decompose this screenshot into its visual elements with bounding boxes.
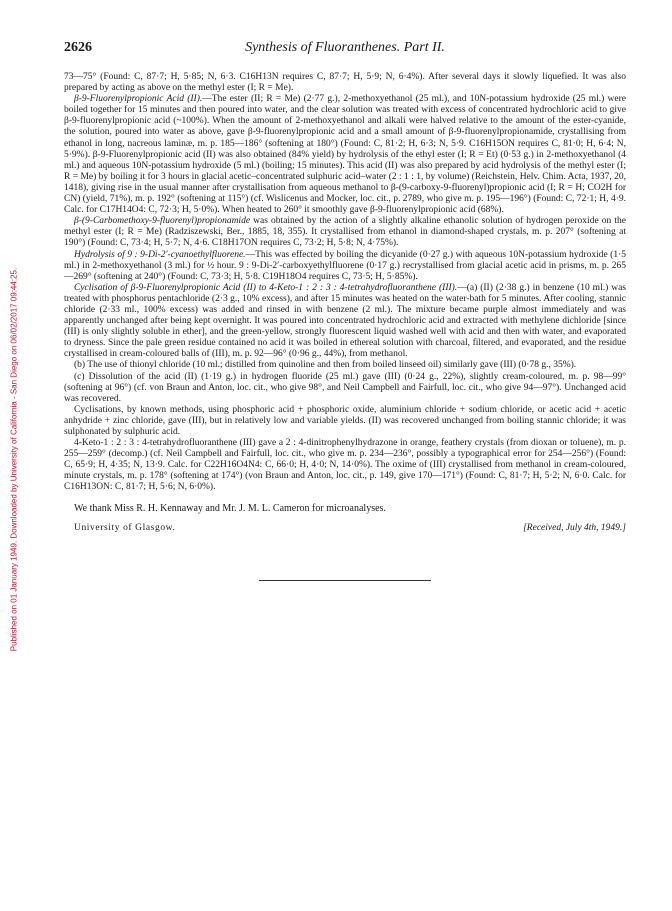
section-heading: Hydrolysis of 9 : 9-Di-2′-cyanoethylfluorene. [74, 249, 246, 260]
paragraph-continuation: 73—75° (Found: C, 87·7; H, 5·85; N, 6·3. C16H13N requires C, 87·7; H, 5·9; N, 6·4%). After several days it slowly liquefied. It was also prepared by acting as above on the methyl ester (I; R = Me). [64, 72, 626, 94]
end-rule [259, 580, 431, 581]
paragraph-fluorenylpropionic-acid [64, 94, 626, 216]
section-heading: Cyclisation of β-9-Fluorenylpropionic Acid (II) to 4-Keto-1 : 2 : 3 : 4-tetrahydrofluoranthene (III). [74, 282, 458, 293]
acknowledgements: We thank Miss R. H. Kennaway and Mr. J. M. L. Cameron for microanalyses. [74, 502, 386, 514]
running-title: Synthesis of Fluoranthenes. Part II. [245, 40, 445, 55]
paragraph-hydrolysis-dicyanide [64, 250, 626, 283]
paragraph-method-b: (b) The use of thionyl chloride (10 ml.; distilled from quinoline and then from boiled linseed oil) similarly gave (III) (0·78 g., 35%). [74, 360, 577, 371]
paper-page [64, 38, 626, 581]
paragraph-method-c: (c) Dissolution of the acid (II) (1·19 g.) in hydrogen fluoride (25 ml.) gave (III) (0·24 g., 22%), slightly cream-coloured, m. p. 98—99° (softening at 96°) (cf. von Braun and Anton, loc. cit., who give 98°, and Neil Campbell and Fairfull, loc. cit., who give 94—97°). Unchanged acid was recovered. [64, 371, 626, 404]
article-body [64, 72, 626, 494]
paragraph-text: —(a) (II) (2·38 g.) in benzene (10 ml.) was treated with phosphorus pentachloride (2·3 g., 10% excess), and after 15 minutes was heated on the water-bath for 5 minutes. After cooling, stannic chloride (2·33 ml., 100% excess) was added and rinsed in with benzene (2 ml.). The mixture became purple almost immediately and was apparently unchanged after being kept overnight. It was poured into concentrated hydrochloric acid and extracted with methylene dichloride [since (III) is only slightly soluble in ether], and the green-yellow, strongly fluorescent liquid washed well with acid and then with water, and evaporated to dryness. Since the pale green residue contained no acid it was boiled in ethereal solution with charcoal, filtered, and evaporated, and the residue crystallised in cream-coloured balls of (III), m. p. 92—96° (0·96 g., 44%), from methanol. [64, 282, 626, 360]
paragraph-carbomethoxy-propionamide [64, 216, 626, 249]
section-heading: β-9-Fluorenylpropionic Acid (II). [74, 94, 203, 105]
page-number: 2626 [64, 40, 92, 55]
paragraph-other-cyclisations: Cyclisations, by known methods, using phosphoric acid + phosphoric oxide, aluminium chloride + sodium chloride, or acetic acid + acetic anhydride + zinc chloride, gave (III), but in relatively low and variable yields. (II) was recovered unchanged from boiling stannic chloride; it was sulphonated by sulphuric acid. [64, 404, 626, 437]
paragraph-text: was obtained by the action of a slightly alkaline ethanolic solution of hydrogen peroxide on the methyl ester (I; R = Me) (Radziszewski, Ber., 1885, 18, 355). It crystallised from ethanol in diamond-shaped crystals, m. p. 207° (softening at 190°) (Found: C, 73·4; H, 5·7; N, 4·6. C18H17ON requires C, 73·2; H, 5·8; N, 4·75%). [64, 216, 626, 249]
footer-line [64, 523, 626, 536]
paragraph-derivatives: 4-Keto-1 : 2 : 3 : 4-tetrahydrofluoranthene (III) gave a 2 : 4-dinitrophenylhydrazone in orange, feathery crystals (from dioxan or toluene), m. p. 255—259° (decomp.) (cf. Neil Campbell and Fairfull, loc. cit., who give m. p. 234—236°, possibly a typographical error for 254—256°) (Found: C, 65·9; H, 4·35; N, 13·9. Calc. for C22H16O4N4: C, 66·0; H, 4·0; N, 14·0%). The oxime of (III) crystallised from methanol in cream-coloured, minute crystals, m. p. 178° (softening at 174°) (von Braun and Anton, loc. cit., p. 149, give 170—171°) (Found: C, 81·7; H, 5·2; N, 6·0. Calc. for C16H13ON: C, 81·7; H, 5·6; N, 6·0%). [64, 438, 626, 493]
affiliation: University of Glasgow. [74, 522, 176, 533]
download-watermark: Published on 01 January 1949. Downloaded by University of California - San Diego on 06/02/2017 09:44:25. [9, 267, 19, 652]
section-heading: β-(9-Carbomethoxy-9-fluorenyl)propionamide [74, 216, 251, 227]
page-header [64, 38, 626, 58]
paragraph-cyclisation [64, 283, 626, 361]
paragraph-text: —This was effected by boiling the dicyanide (0·27 g.) with aqueous 10N-potassium hydroxide (1·5 ml.) in 2-methoxyethanol (3 ml.) for ½ hour. 9 : 9-Di-2′-carboxyethylfluorene (0·17 g.) recrystallised from glacial acetic acid in prisms, m. p. 265—269° (softening at 240°) (Found: C, 73·3; H, 5·8. C19H18O4 requires C, 73·5; H, 5·85%). [64, 249, 627, 282]
received-date: [Received, July 4th, 1949.] [523, 522, 626, 533]
paragraph-text: —The ester (II; R = Me) (2·77 g.), 2-methoxyethanol (25 ml.), and 10N-potassium hydroxide (25 ml.) were boiled together for 15 minutes and then poured into water, and the clear solution was treated with excess of concentrated hydrochloric acid to give β-9-fluorenylpropionic acid (~100%). When the amount of 2-methoxyethanol and alkali were halved relative to the amount of the ester-cyanide, the solution, poured into water as above, gave β-9-fluorenylpropionic acid and a small amount of β-9-fluorenylpropionamide, crystallising from ethanol in long, nacreous laminæ, m. p. 185—186° (softening at 180°) (Found: C, 81·2; H, 6·3; N, 5·9. C16H15ON requires C, 81·0; H, 6·4; N, 5·9%). β-9-Fluorenylpropionic acid (II) was also obtained (84% yield) by hydrolysis of the ethyl ester (I; R = Et) (0·53 g.) in 2-methoxyethanol (4 ml.) and aqueous 10N-potassium hydroxide (5 ml.) (boiling; 15 minutes). This acid (II) was also prepared by acid hydrolysis of the methyl ester (I; R = Me) by boiling it for 3 hours in glacial acetic–concentrated sulphuric acid–water (2 : 1 : 1, by volume) (Reichstein, Helv. Chim. Acta, 1937, 20, 1418), giving rise in the usual manner after crystallisation from aqueous methanol to β-(9-carboxy-9-fluorenyl)propionic acid (I; R = H; CO2H for CN) (yield, 71%), m. p. 192° (softening at 115°) (cf. Wislicenus and Mocker, loc. cit., p. 2789, who give m. p. 195—196°) (Found: C, 72·1; H, 4·9. Calc. for C17H14O4: C, 72·3; H, 5·0%). When heated to 260° it smoothly gave β-9-fluorenylpropionic acid (68%). [64, 94, 626, 216]
